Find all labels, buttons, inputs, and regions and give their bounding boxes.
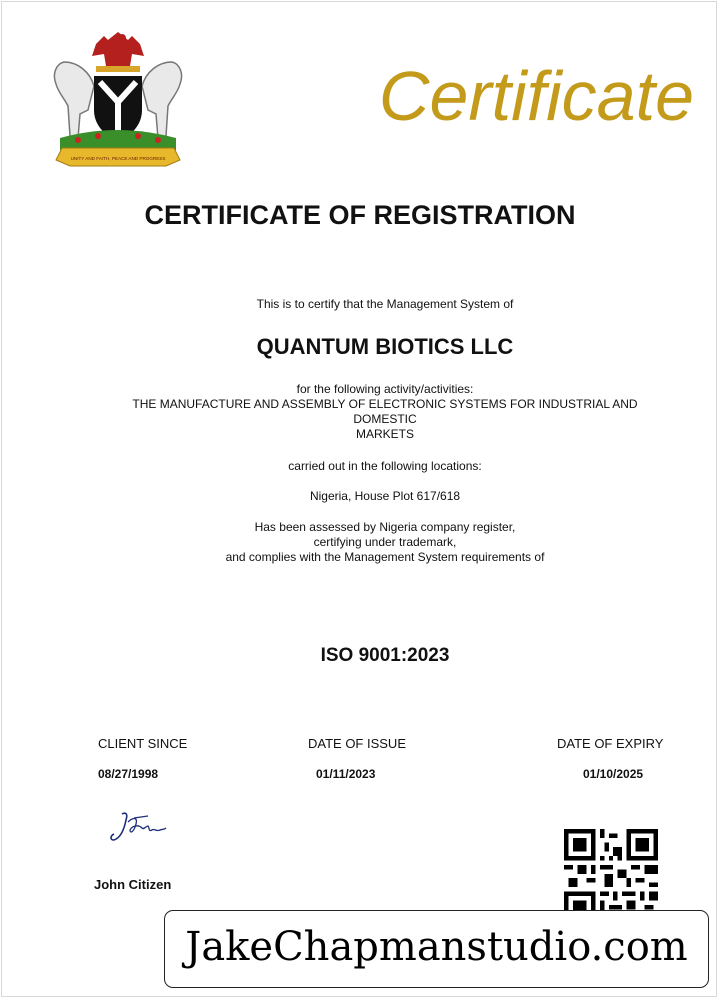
date-of-expiry-label: DATE OF EXPIRY xyxy=(557,736,664,751)
assessment-line-3: and complies with the Management System requirements of xyxy=(225,550,545,564)
activity-line-2: DOMESTIC xyxy=(353,412,417,426)
activity-lead: for the following activity/activities: xyxy=(296,382,474,396)
locations-lead: carried out in the following locations: xyxy=(288,459,482,473)
watermark-text: JakeChapmanstudio.com xyxy=(185,924,688,970)
date-of-issue-value: 01/11/2023 xyxy=(316,767,376,781)
page-title: CERTIFICATE OF REGISTRATION xyxy=(144,200,576,230)
qr-code xyxy=(564,829,658,923)
signature-image xyxy=(108,808,170,850)
activity-block xyxy=(60,382,710,442)
assessment-line-1: Has been assessed by Nigeria company register, xyxy=(254,520,516,534)
company-name: QUANTUM BIOTICS LLC xyxy=(256,334,514,359)
client-since-label: CLIENT SINCE xyxy=(98,736,188,751)
activity-line-3: MARKETS xyxy=(355,427,414,441)
assessment-block xyxy=(80,520,690,565)
locations-value: Nigeria, House Plot 617/618 xyxy=(309,489,461,503)
client-since-value: 08/27/1998 xyxy=(98,767,159,781)
assessment-line-2: certifying under trademark, xyxy=(313,535,457,549)
certificate-heading: Certificate xyxy=(378,57,694,135)
date-of-expiry-value: 01/10/2025 xyxy=(583,767,644,781)
intro-text: This is to certify that the Management System of xyxy=(256,297,514,311)
iso-standard: ISO 9001:2023 xyxy=(320,645,450,666)
emblem-motto-text: UNITY AND FAITH, PEACE AND PROGRESS xyxy=(70,156,166,161)
activity-line-1: THE MANUFACTURE AND ASSEMBLY OF ELECTRONIC SYSTEMS FOR INDUSTRIAL AND xyxy=(132,397,638,411)
signer-name: John Citizen xyxy=(94,877,172,892)
date-of-issue-label: DATE OF ISSUE xyxy=(308,736,406,751)
coat-of-arms-emblem xyxy=(34,26,202,174)
watermark-banner xyxy=(164,910,709,988)
